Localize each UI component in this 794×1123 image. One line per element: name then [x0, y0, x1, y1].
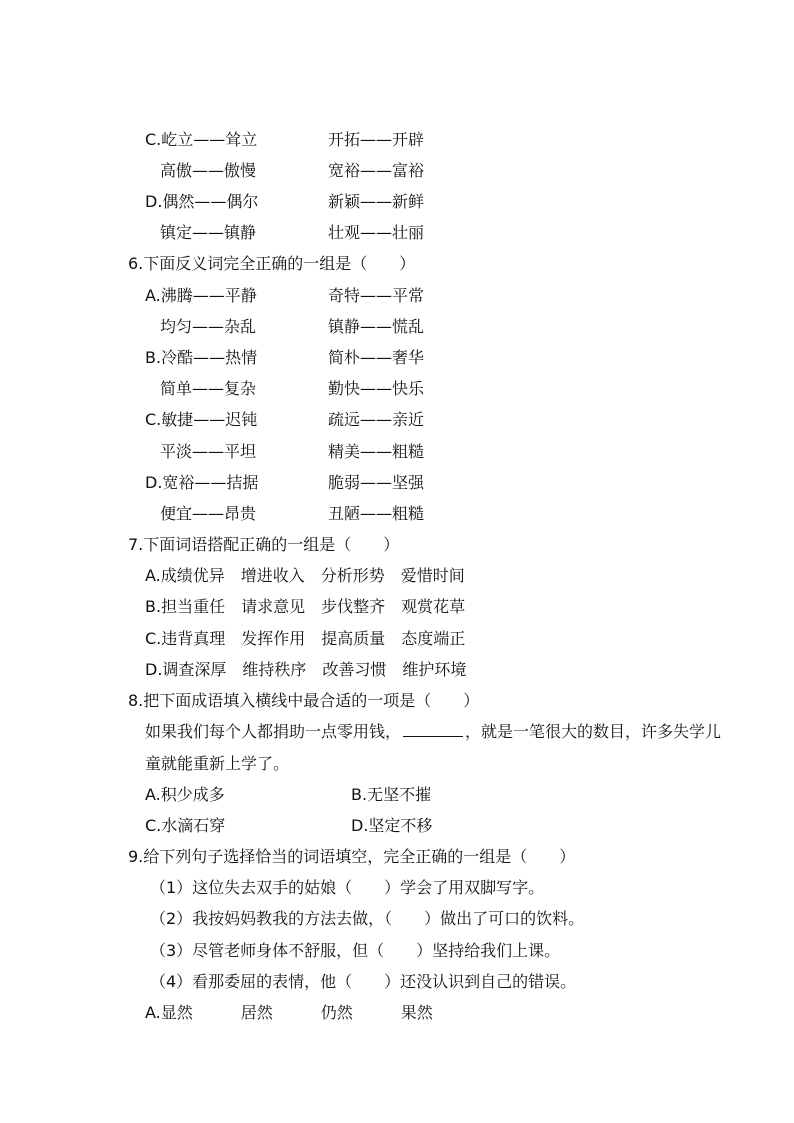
q6-row-right: 精美——粗糙 [328, 442, 425, 461]
q8-option-a: A.积少成多 [145, 785, 225, 804]
q6-row-left: D.宽裕——拮据 [145, 473, 259, 492]
q5-option-c-left: C.屹立——耸立 [145, 130, 258, 149]
q8-sentence-part-a: 如果我们每个人都捐助一点零用钱， [145, 722, 402, 741]
q8-option-b: B.无坚不摧 [351, 785, 432, 804]
q8-option-c: C.水滴石穿 [145, 816, 226, 835]
q6-row-right: 丑陋——粗糙 [328, 504, 425, 523]
q8-title: 8.把下面成语填入横线中最合适的一项是（ ） [128, 691, 480, 710]
q5-option-c-left-2: 高傲——傲慢 [160, 161, 257, 180]
q6-title: 6.下面反义词完全正确的一组是（ ） [128, 254, 416, 273]
q9-option-a: A.显然 居然 仍然 果然 [145, 1003, 433, 1022]
q6-row-right: 简朴——奢华 [328, 348, 425, 367]
q6-row-left: 均匀——杂乱 [160, 317, 257, 336]
q5-option-d-left: D.偶然——偶尔 [145, 192, 259, 211]
q6-row-right: 勤快——快乐 [328, 379, 425, 398]
q7-option-d: D.调查深厚 维持秩序 改善习惯 维护环境 [145, 660, 467, 679]
q6-row-right: 镇静——慌乱 [328, 317, 425, 336]
q8-sentence-line-2: 童就能重新上学了。 [145, 754, 290, 773]
q9-title: 9.给下列句子选择恰当的词语填空，完全正确的一组是（ ） [128, 847, 576, 866]
q6-row-right: 疏远——亲近 [328, 410, 425, 429]
q6-row-right: 脆弱——坚强 [328, 473, 425, 492]
q6-row-left: C.敏捷——迟钝 [145, 410, 258, 429]
q8-sentence-line-1 [145, 722, 721, 742]
q5-option-d-left-2: 镇定——镇静 [160, 223, 257, 242]
q7-option-a: A.成绩优异 增进收入 分析形势 爱惜时间 [145, 566, 465, 585]
q5-option-c-right-2: 宽裕——富裕 [328, 161, 425, 180]
q6-row-left: 平淡——平坦 [160, 442, 257, 461]
q9-item-4: （4）看那委屈的表情，他（ ）还没认识到自己的错误。 [150, 972, 577, 991]
q7-title: 7.下面词语搭配正确的一组是（ ） [128, 535, 400, 554]
q9-item-1: （1）这位失去双手的姑娘（ ）学会了用双脚写字。 [150, 878, 545, 897]
q8-sentence-part-b: ，就是一笔很大的数目，许多失学儿 [465, 722, 722, 741]
q5-option-c-right: 开拓——开辟 [328, 130, 425, 149]
q8-option-d: D.坚定不移 [351, 816, 433, 835]
q6-row-left: 便宜——昂贵 [160, 504, 257, 523]
q9-item-2: （2）我按妈妈教我的方法去做，（ ）做出了可口的饮料。 [150, 909, 585, 928]
q6-row-right: 奇特——平常 [328, 286, 425, 305]
q5-option-d-right: 新颖——新鲜 [328, 192, 425, 211]
q8-blank [403, 722, 463, 737]
q6-row-left: A.沸腾——平静 [145, 286, 257, 305]
q7-option-c: C.违背真理 发挥作用 提高质量 态度端正 [145, 629, 466, 648]
q7-option-b: B.担当重任 请求意见 步伐整齐 观赏花草 [145, 597, 466, 616]
q6-row-left: B.冷酷——热情 [145, 348, 258, 367]
q6-row-left: 简单——复杂 [160, 379, 257, 398]
q5-option-d-right-2: 壮观——壮丽 [328, 223, 425, 242]
q9-item-3: （3）尽管老师身体不舒服，但（ ）坚持给我们上课。 [150, 941, 561, 960]
